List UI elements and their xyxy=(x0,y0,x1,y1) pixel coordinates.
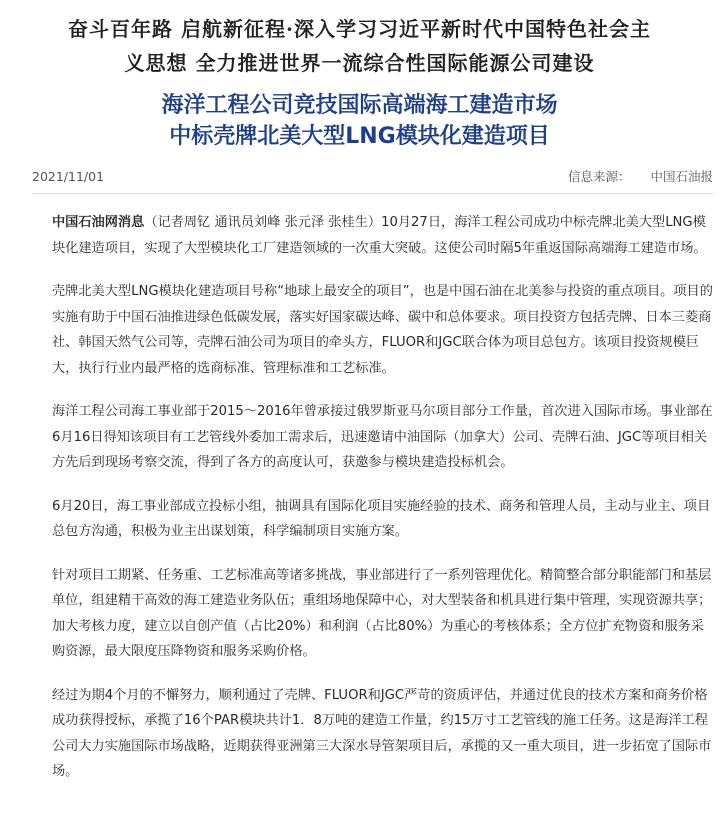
publish-date: 2021/11/01 xyxy=(32,168,105,184)
source-info xyxy=(568,167,713,185)
article-title xyxy=(0,90,719,152)
article-meta xyxy=(32,167,713,194)
paragraph-2: 壳牌北美大型LNG模块化建造项目号称“地球上最安全的项目”，也是中国石油在北美参与投资的重点项目。项目的实施有助于中国石油推进绿色低碳发展，落实好国家碳达峰、碳中和总体要求。项目投资方包括壳牌、日本三菱商社、韩国天然气公司等，壳牌石油公司为项目的牵头方，FLUOR和JGC联合体为项目总包方。该项目投资规模巨大，执行行业内最严格的选商标准、管理标准和工艺标准。 xyxy=(52,284,713,376)
source-name: 中国石油报 xyxy=(650,169,713,184)
article-title-line-1: 海洋工程公司竞技国际高端海工建造市场 xyxy=(161,93,558,118)
banner-line-2: 义思想 全力推进世界一流综合性国际能源公司建设 xyxy=(124,51,595,75)
banner-line-1: 奋斗百年路 启航新征程·深入学习习近平新时代中国特色社会主 xyxy=(68,17,651,41)
banner-slogan xyxy=(0,0,719,80)
paragraph-5: 针对项目工期紧、任务重、工艺标准高等诸多挑战，事业部进行了一系列管理优化。精简整合部分职能部门和基层单位，组建精干高效的海工建造业务队伍；重组场地保障中心，对大型装备和机具进行集中管理，实现资源共享；加大考核力度，建立以自创产值（占比20%）和利润（占比80%）为重心的考核体系；全方位扩充物资和服务采购资源，最大限度压降物资和服务采购价格。 xyxy=(52,567,712,659)
paragraph-1-text: （记者周钇 通讯员刘峰 张元泽 张桂生）10月27日，海洋工程公司成功中标壳牌北美大型LNG模块化建造项目，实现了大型模块化工厂建造领域的一次重大突破。这使公司时隔5年重返国际高端海工建造市场。 xyxy=(52,215,707,256)
paragraph-3: 海洋工程公司海工事业部于2015～2016年曾承接过俄罗斯亚马尔项目部分工作量，首次进入国际市场。事业部在6月16日得知该项目有工艺管线外委加工需求后，迅速邀请中油国际（加拿大）公司、壳牌石油、JGC等项目相关方先后到现场考察交流，得到了各方的高度认可，获邀参与模块建造投标机会。 xyxy=(52,404,713,470)
article-body xyxy=(0,194,715,785)
source-label: 信息来源： xyxy=(567,169,631,184)
paragraph-6: 经过为期4个月的不懈努力，顺利通过了壳牌、FLUOR和JGC严苛的资质评估，并通过优良的技术方案和商务价格成功获得授标，承揽了16个PAR模块共计1．8万吨的建造工作量，约15万寸工艺管线的施工任务。这是海洋工程公司大力实施国际市场战略，近期获得亚洲第三大深水导管架项目后，承揽的又一重大项目，进一步拓宽了国际市场。 xyxy=(52,687,712,779)
news-lead: 中国石油网消息 xyxy=(52,215,145,230)
article-title-line-2: 中标壳牌北美大型LNG模块化建造项目 xyxy=(169,124,550,149)
paragraph-1 xyxy=(52,210,715,261)
paragraph-4: 6月20日，海工事业部成立投标小组，抽调具有国际化项目实施经验的技术、商务和管理人员，主动与业主、项目总包方沟通，积极为业主出谋划策，科学编制项目实施方案。 xyxy=(52,498,711,539)
